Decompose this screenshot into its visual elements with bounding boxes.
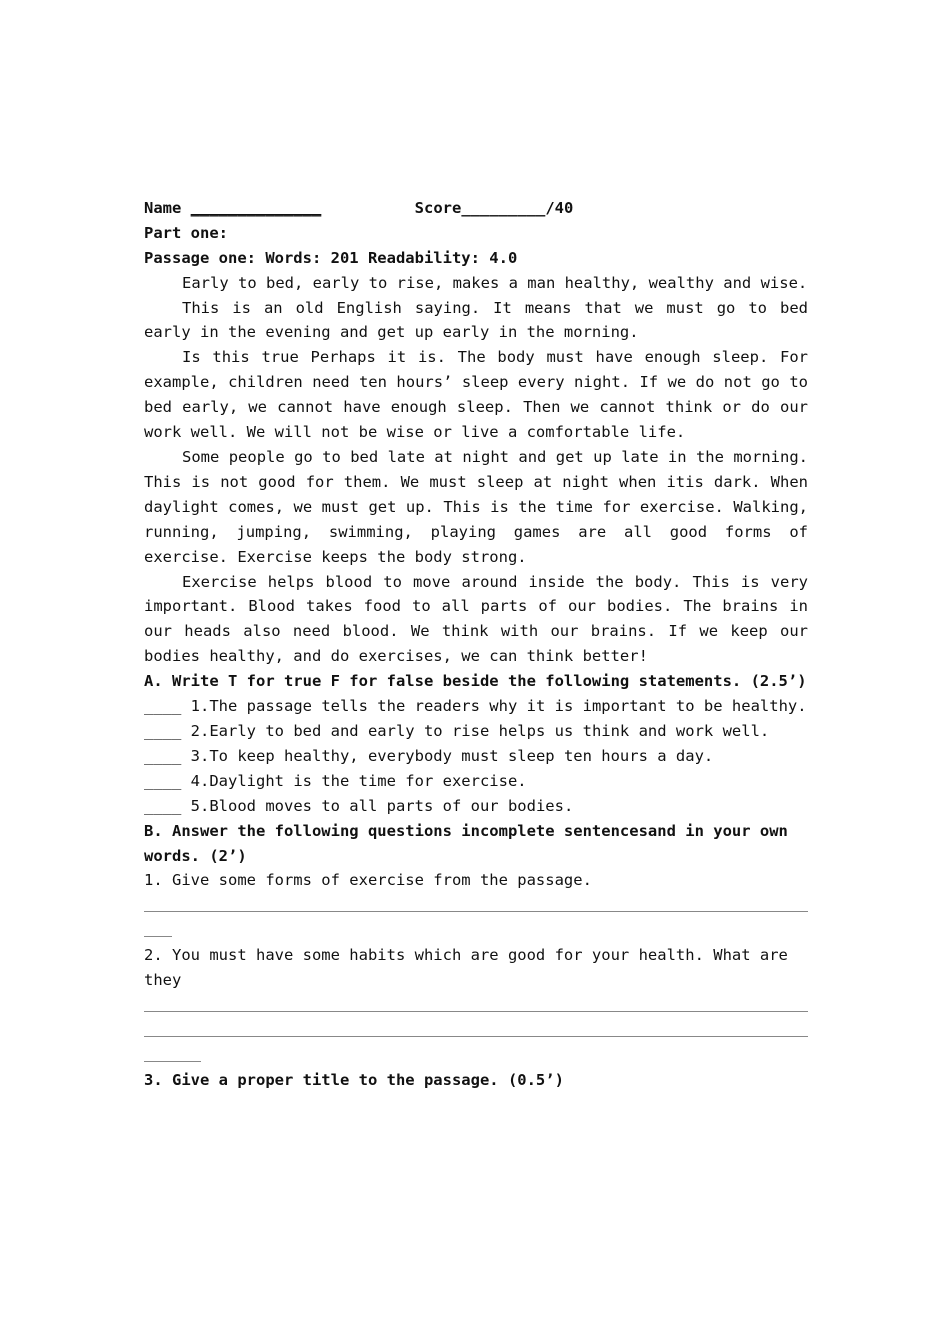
- answer-blank[interactable]: ____: [144, 746, 182, 765]
- answer-blank[interactable]: ____: [144, 771, 182, 790]
- statement-text: 1.The passage tells the readers why it is important to be healthy.: [190, 697, 807, 716]
- name-blank[interactable]: ______________: [190, 199, 322, 217]
- header-row: [144, 196, 808, 221]
- answer-blank[interactable]: ____: [144, 697, 182, 716]
- statement-text: 3.To keep healthy, everybody must sleep ten hours a day.: [190, 746, 714, 765]
- question-2: 2. You must have some habits which are good for your health. What are they: [144, 946, 788, 990]
- passage-paragraph: Exercise helps blood to move around inside the body. This is very important. Blood takes food to all parts of our bodies. The brains in our heads also need blood. We think with our brains. If we keep our bodies healthy, and do exercises, we can think better!: [144, 572, 808, 666]
- section-a-instruction: A. Write T for true F for false beside the following statements. (2.5’): [144, 672, 807, 691]
- statement-row: [144, 719, 808, 744]
- score-total: /40: [545, 199, 574, 217]
- statement-row: [144, 794, 808, 819]
- worksheet-page: [144, 196, 808, 1093]
- answer-line[interactable]: [144, 993, 808, 1018]
- answer-line[interactable]: [144, 1018, 808, 1043]
- answer-line-end[interactable]: [144, 918, 808, 943]
- statement-row: [144, 694, 808, 719]
- passage-paragraph: Some people go to bed late at night and get up late in the morning. This is not good for them. We must sleep at night when itis dark. When daylight comes, we must get up. This is the time for exercise. Walking, running, jumping, swimming, playing games are all good forms of exercise. Exercise keeps the body strong.: [144, 448, 808, 566]
- passage-paragraph: Early to bed, early to rise, makes a man healthy, wealthy and wise.: [182, 273, 808, 292]
- statement-text: 5.Blood moves to all parts of our bodies.: [190, 796, 574, 815]
- score-blank[interactable]: _________: [461, 199, 546, 217]
- passage-heading: Passage one: Words: 201 Readability: 4.0: [144, 248, 518, 267]
- passage-paragraph: Is this true Perhaps it is. The body must have enough sleep. For example, children need ten hours’ sleep every night. If we do not go to bed early, we cannot have enough sleep. Then we cannot think or do our work well. We will not be wise or live a comfortable life.: [144, 348, 808, 442]
- answer-line[interactable]: [144, 893, 808, 918]
- question-3: 3. Give a proper title to the passage. (0.5’): [144, 1070, 564, 1089]
- part-label: Part one:: [144, 223, 228, 242]
- section-b-instruction: B. Answer the following questions incomplete sentencesand in your own words. (2’): [144, 821, 788, 865]
- question-1: 1. Give some forms of exercise from the passage.: [144, 871, 592, 890]
- answer-line-end[interactable]: [144, 1043, 808, 1068]
- answer-blank[interactable]: ____: [144, 721, 182, 740]
- statement-text: 2.Early to bed and early to rise helps us think and work well.: [190, 721, 770, 740]
- statement-row: [144, 769, 808, 794]
- statement-text: 4.Daylight is the time for exercise.: [190, 771, 527, 790]
- name-label: Name: [144, 199, 182, 217]
- statement-row: [144, 744, 808, 769]
- passage-paragraph: This is an old English saying. It means that we must go to bed early in the evening and get up early in the morning.: [144, 298, 808, 342]
- score-label: Score: [414, 199, 462, 217]
- answer-blank[interactable]: ____: [144, 796, 182, 815]
